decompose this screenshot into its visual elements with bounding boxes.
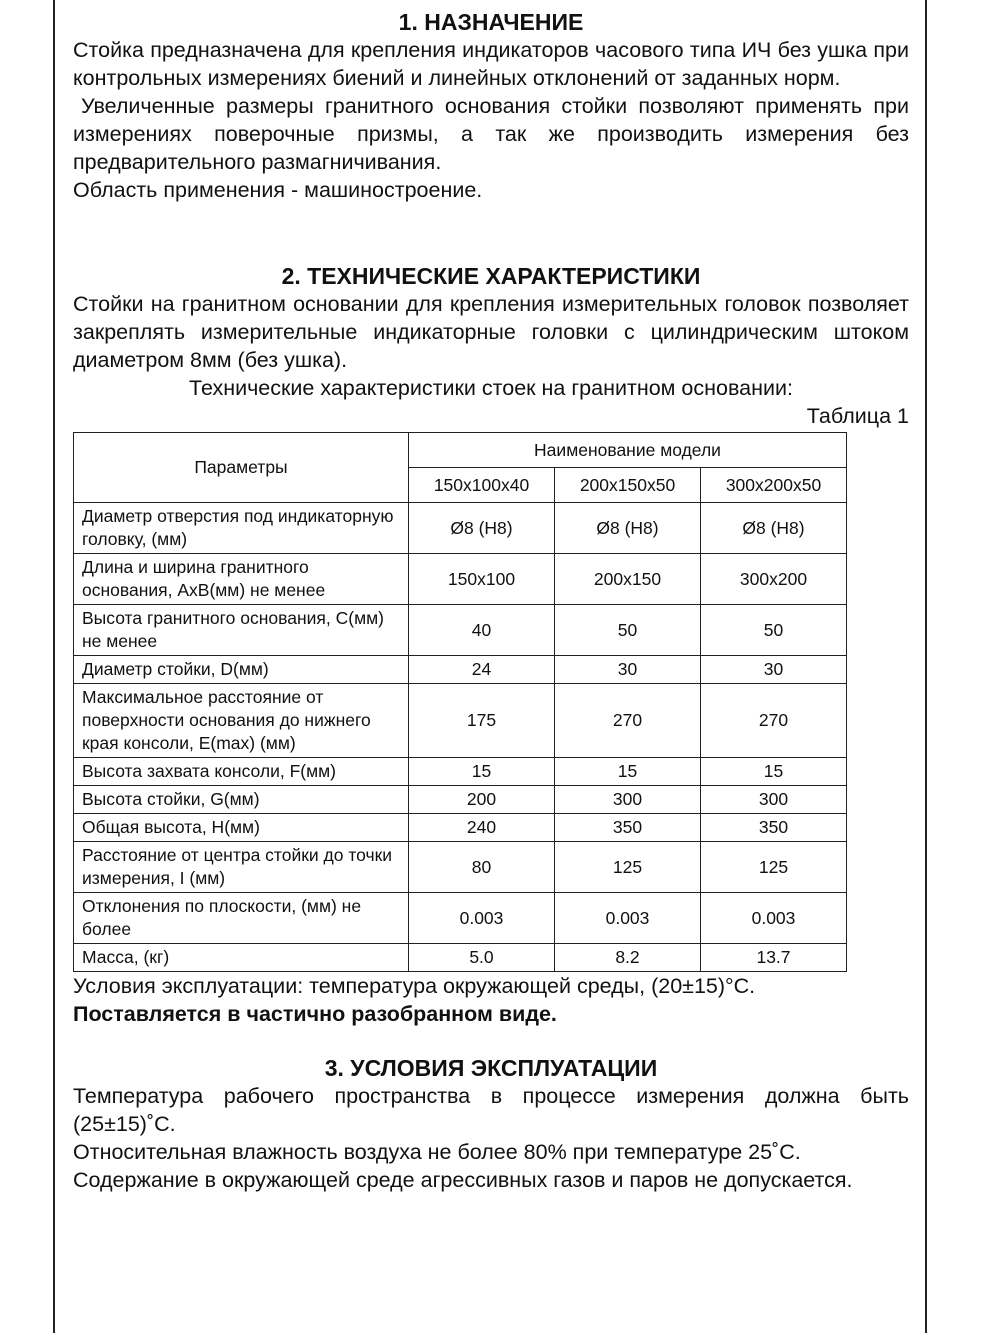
value-cell: 50 xyxy=(555,605,701,656)
table-caption: Технические характеристики стоек на гранитном основании: xyxy=(189,376,793,400)
section3-title: 3. УСЛОВИЯ ЭКСПЛУАТАЦИИ xyxy=(324,1055,658,1081)
section3-paragraph-3: Содержание в окружающей среде агрессивных газов и паров не допускается. xyxy=(73,1168,853,1192)
operating-conditions: Условия эксплуатации: температура окружающей среды, (20±15)°С. xyxy=(73,974,756,998)
table-body xyxy=(74,503,847,972)
value-cell: Ø8 (H8) xyxy=(701,503,847,554)
value-cell: 300 xyxy=(555,786,701,814)
value-cell: 125 xyxy=(555,842,701,893)
value-cell: 80 xyxy=(409,842,555,893)
table-row xyxy=(74,842,847,893)
table-row xyxy=(74,814,847,842)
value-cell: 200 xyxy=(409,786,555,814)
param-cell: Диаметр отверстия под индикаторную головку, (мм) xyxy=(74,503,409,554)
delivery-note: Поставляется в частично разобранном виде. xyxy=(73,1002,557,1026)
value-cell: 30 xyxy=(555,656,701,684)
section1-paragraph-1: Стойка предназначена для крепления индикаторов часового типа ИЧ без ушка при контрольных измерениях биений и линейных отклонений от заданных норм. xyxy=(73,38,909,90)
table-header-row xyxy=(74,433,847,468)
value-cell: Ø8 (H8) xyxy=(555,503,701,554)
table-row xyxy=(74,893,847,944)
value-cell: 0.003 xyxy=(555,893,701,944)
model-header: Наименование модели xyxy=(409,433,847,468)
param-cell: Высота стойки, G(мм) xyxy=(74,786,409,814)
section3-paragraph-2: Относительная влажность воздуха не более 80% при температуре 25˚С. xyxy=(73,1140,801,1164)
document-page xyxy=(53,0,927,1333)
value-cell: 300x200 xyxy=(701,554,847,605)
table-row xyxy=(74,944,847,972)
value-cell: Ø8 (H8) xyxy=(409,503,555,554)
model-name: 200x150x50 xyxy=(555,468,701,503)
param-cell: Общая высота, H(мм) xyxy=(74,814,409,842)
value-cell: 200x150 xyxy=(555,554,701,605)
table-row xyxy=(74,554,847,605)
table-row xyxy=(74,786,847,814)
value-cell: 15 xyxy=(409,758,555,786)
model-name: 150x100x40 xyxy=(409,468,555,503)
value-cell: 270 xyxy=(701,684,847,758)
table-row xyxy=(74,684,847,758)
param-cell: Расстояние от центра стойки до точки измерения, I (мм) xyxy=(74,842,409,893)
section1-paragraph-2: Увеличенные размеры гранитного основания стойки позволяют применять при измерениях поверочные призмы, а так же производить измерения без предварительного размагничивания. xyxy=(73,94,909,174)
param-cell: Масса, (кг) xyxy=(74,944,409,972)
param-cell: Длина и ширина гранитного основания, АхВ(мм) не менее xyxy=(74,554,409,605)
value-cell: 175 xyxy=(409,684,555,758)
value-cell: 40 xyxy=(409,605,555,656)
value-cell: 50 xyxy=(701,605,847,656)
value-cell: 300 xyxy=(701,786,847,814)
param-cell: Высота захвата консоли, F(мм) xyxy=(74,758,409,786)
section2-title: 2. ТЕХНИЧЕСКИЕ ХАРАКТЕРИСТИКИ xyxy=(281,263,701,289)
section1-paragraph-3: Область применения - машиностроение. xyxy=(73,178,483,202)
table-row xyxy=(74,503,847,554)
param-cell: Отклонения по плоскости, (мм) не более xyxy=(74,893,409,944)
table-number: Таблица 1 xyxy=(806,404,909,428)
value-cell: 15 xyxy=(701,758,847,786)
specifications-table xyxy=(73,432,847,972)
value-cell: 350 xyxy=(701,814,847,842)
value-cell: 350 xyxy=(555,814,701,842)
value-cell: 0.003 xyxy=(409,893,555,944)
spacer xyxy=(73,1028,909,1054)
value-cell: 30 xyxy=(701,656,847,684)
param-cell: Максимальное расстояние от поверхности основания до нижнего края консоли, E(max) (мм) xyxy=(74,684,409,758)
param-header: Параметры xyxy=(74,433,409,503)
table-row xyxy=(74,605,847,656)
value-cell: 8.2 xyxy=(555,944,701,972)
section3-paragraph-1: Температура рабочего пространства в процессе измерения должна быть (25±15)˚С. xyxy=(73,1084,909,1136)
value-cell: 150x100 xyxy=(409,554,555,605)
section1-title: 1. НАЗНАЧЕНИЕ xyxy=(398,9,584,35)
value-cell: 24 xyxy=(409,656,555,684)
param-cell: Диаметр стойки, D(мм) xyxy=(74,656,409,684)
value-cell: 125 xyxy=(701,842,847,893)
table-row xyxy=(74,758,847,786)
model-name: 300x200x50 xyxy=(701,468,847,503)
value-cell: 13.7 xyxy=(701,944,847,972)
value-cell: 15 xyxy=(555,758,701,786)
value-cell: 5.0 xyxy=(409,944,555,972)
section2-paragraph-1: Стойки на гранитном основании для крепления измерительных головок позволяет закреплять измерительные индикаторные головки с цилиндрическим штоком диаметром 8мм (без ушка). xyxy=(73,292,909,372)
value-cell: 270 xyxy=(555,684,701,758)
param-cell: Высота гранитного основания, С(мм) не менее xyxy=(74,605,409,656)
document-content xyxy=(73,8,909,1194)
value-cell: 0.003 xyxy=(701,893,847,944)
value-cell: 240 xyxy=(409,814,555,842)
table-row xyxy=(74,656,847,684)
spacer xyxy=(73,204,909,262)
